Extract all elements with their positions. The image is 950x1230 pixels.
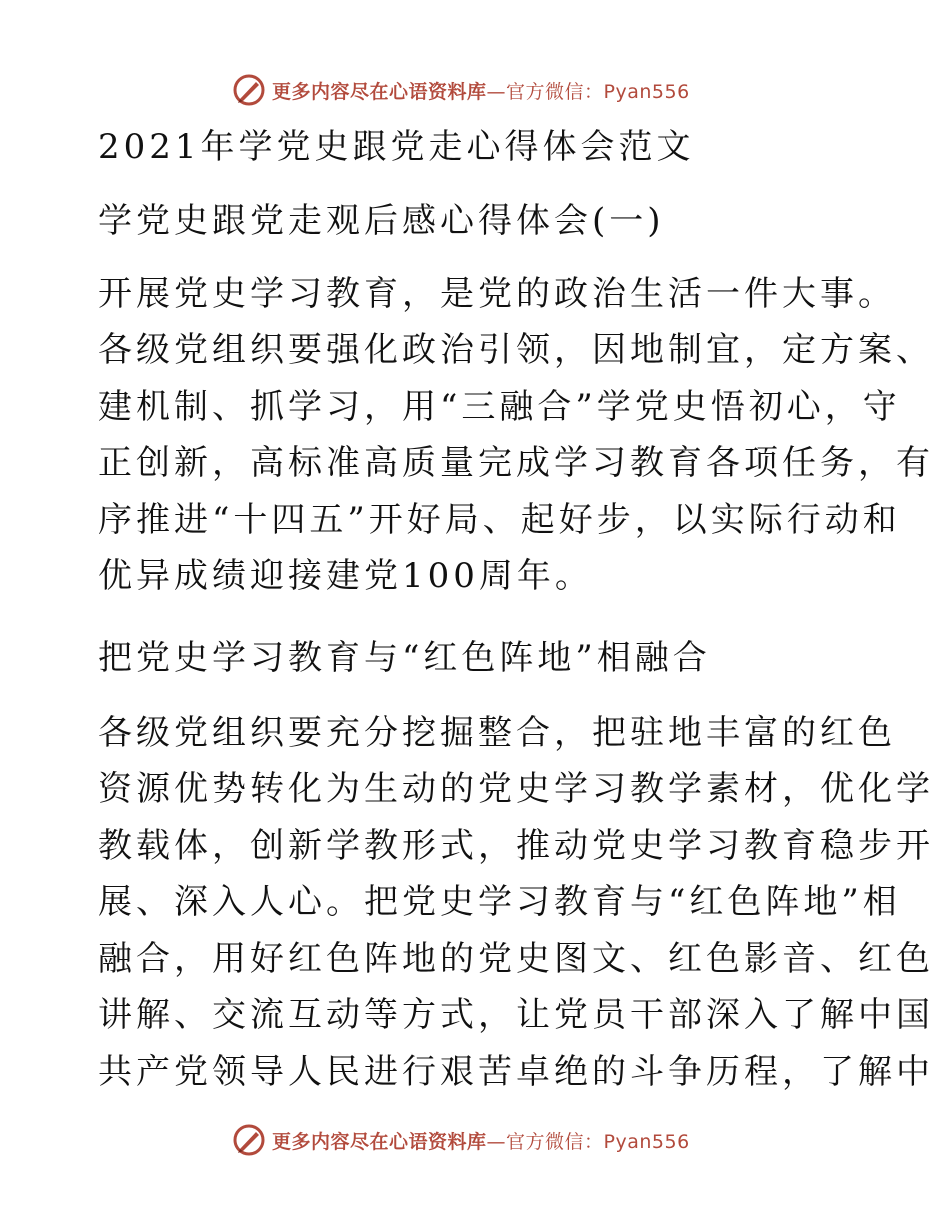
paragraph-line: 正创新，高标准高质量完成学习教育各项任务，有	[98, 443, 934, 483]
quill-circle-icon	[232, 73, 266, 107]
footer-watermark	[232, 1120, 690, 1160]
watermark-contact: —官方微信：Pyan556	[486, 1130, 690, 1153]
paragraph-line: 共产党领导人民进行艰苦卓绝的斗争历程，了解中	[98, 1052, 934, 1092]
paragraph-line: 建机制、抓学习，用“三融合”学党史悟初心，守	[98, 387, 901, 427]
paragraph-line: 教载体，创新学教形式，推动党史学习教育稳步开	[98, 826, 934, 866]
watermark-brand: 更多内容尽在心语资料库	[272, 80, 487, 103]
document-subtitle: 学党史跟党走观后感心得体会(一)	[98, 201, 665, 241]
paragraph-line: 融合，用好红色阵地的党史图文、红色影音、红色	[98, 939, 934, 979]
paragraph-line: 资源优势转化为生动的党史学习教学素材，优化学	[98, 769, 934, 809]
header-watermark	[232, 70, 690, 110]
paragraph-line: 展、深入人心。把党史学习教育与“红色阵地”相	[98, 882, 901, 922]
section-heading: 把党史学习教育与“红色阵地”相融合	[98, 638, 711, 678]
quill-circle-icon	[232, 1123, 266, 1157]
watermark-contact: —官方微信：Pyan556	[486, 80, 690, 103]
paragraph-line: 优异成绩迎接建党100周年。	[98, 556, 593, 596]
watermark-brand: 更多内容尽在心语资料库	[272, 1130, 487, 1153]
paragraph-line: 讲解、交流互动等方式，让党员干部深入了解中国	[98, 995, 934, 1035]
paragraph-line: 序推进“十四五”开好局、起好步，以实际行动和	[98, 500, 901, 540]
paragraph-line: 开展党史学习教育，是党的政治生活一件大事。	[98, 274, 896, 314]
paragraph-line: 各级党组织要强化政治引领，因地制宜，定方案、	[98, 330, 934, 370]
paragraph-line: 各级党组织要充分挖掘整合，把驻地丰富的红色	[98, 713, 896, 753]
document-title: 2021年学党史跟党走心得体会范文	[98, 127, 695, 167]
